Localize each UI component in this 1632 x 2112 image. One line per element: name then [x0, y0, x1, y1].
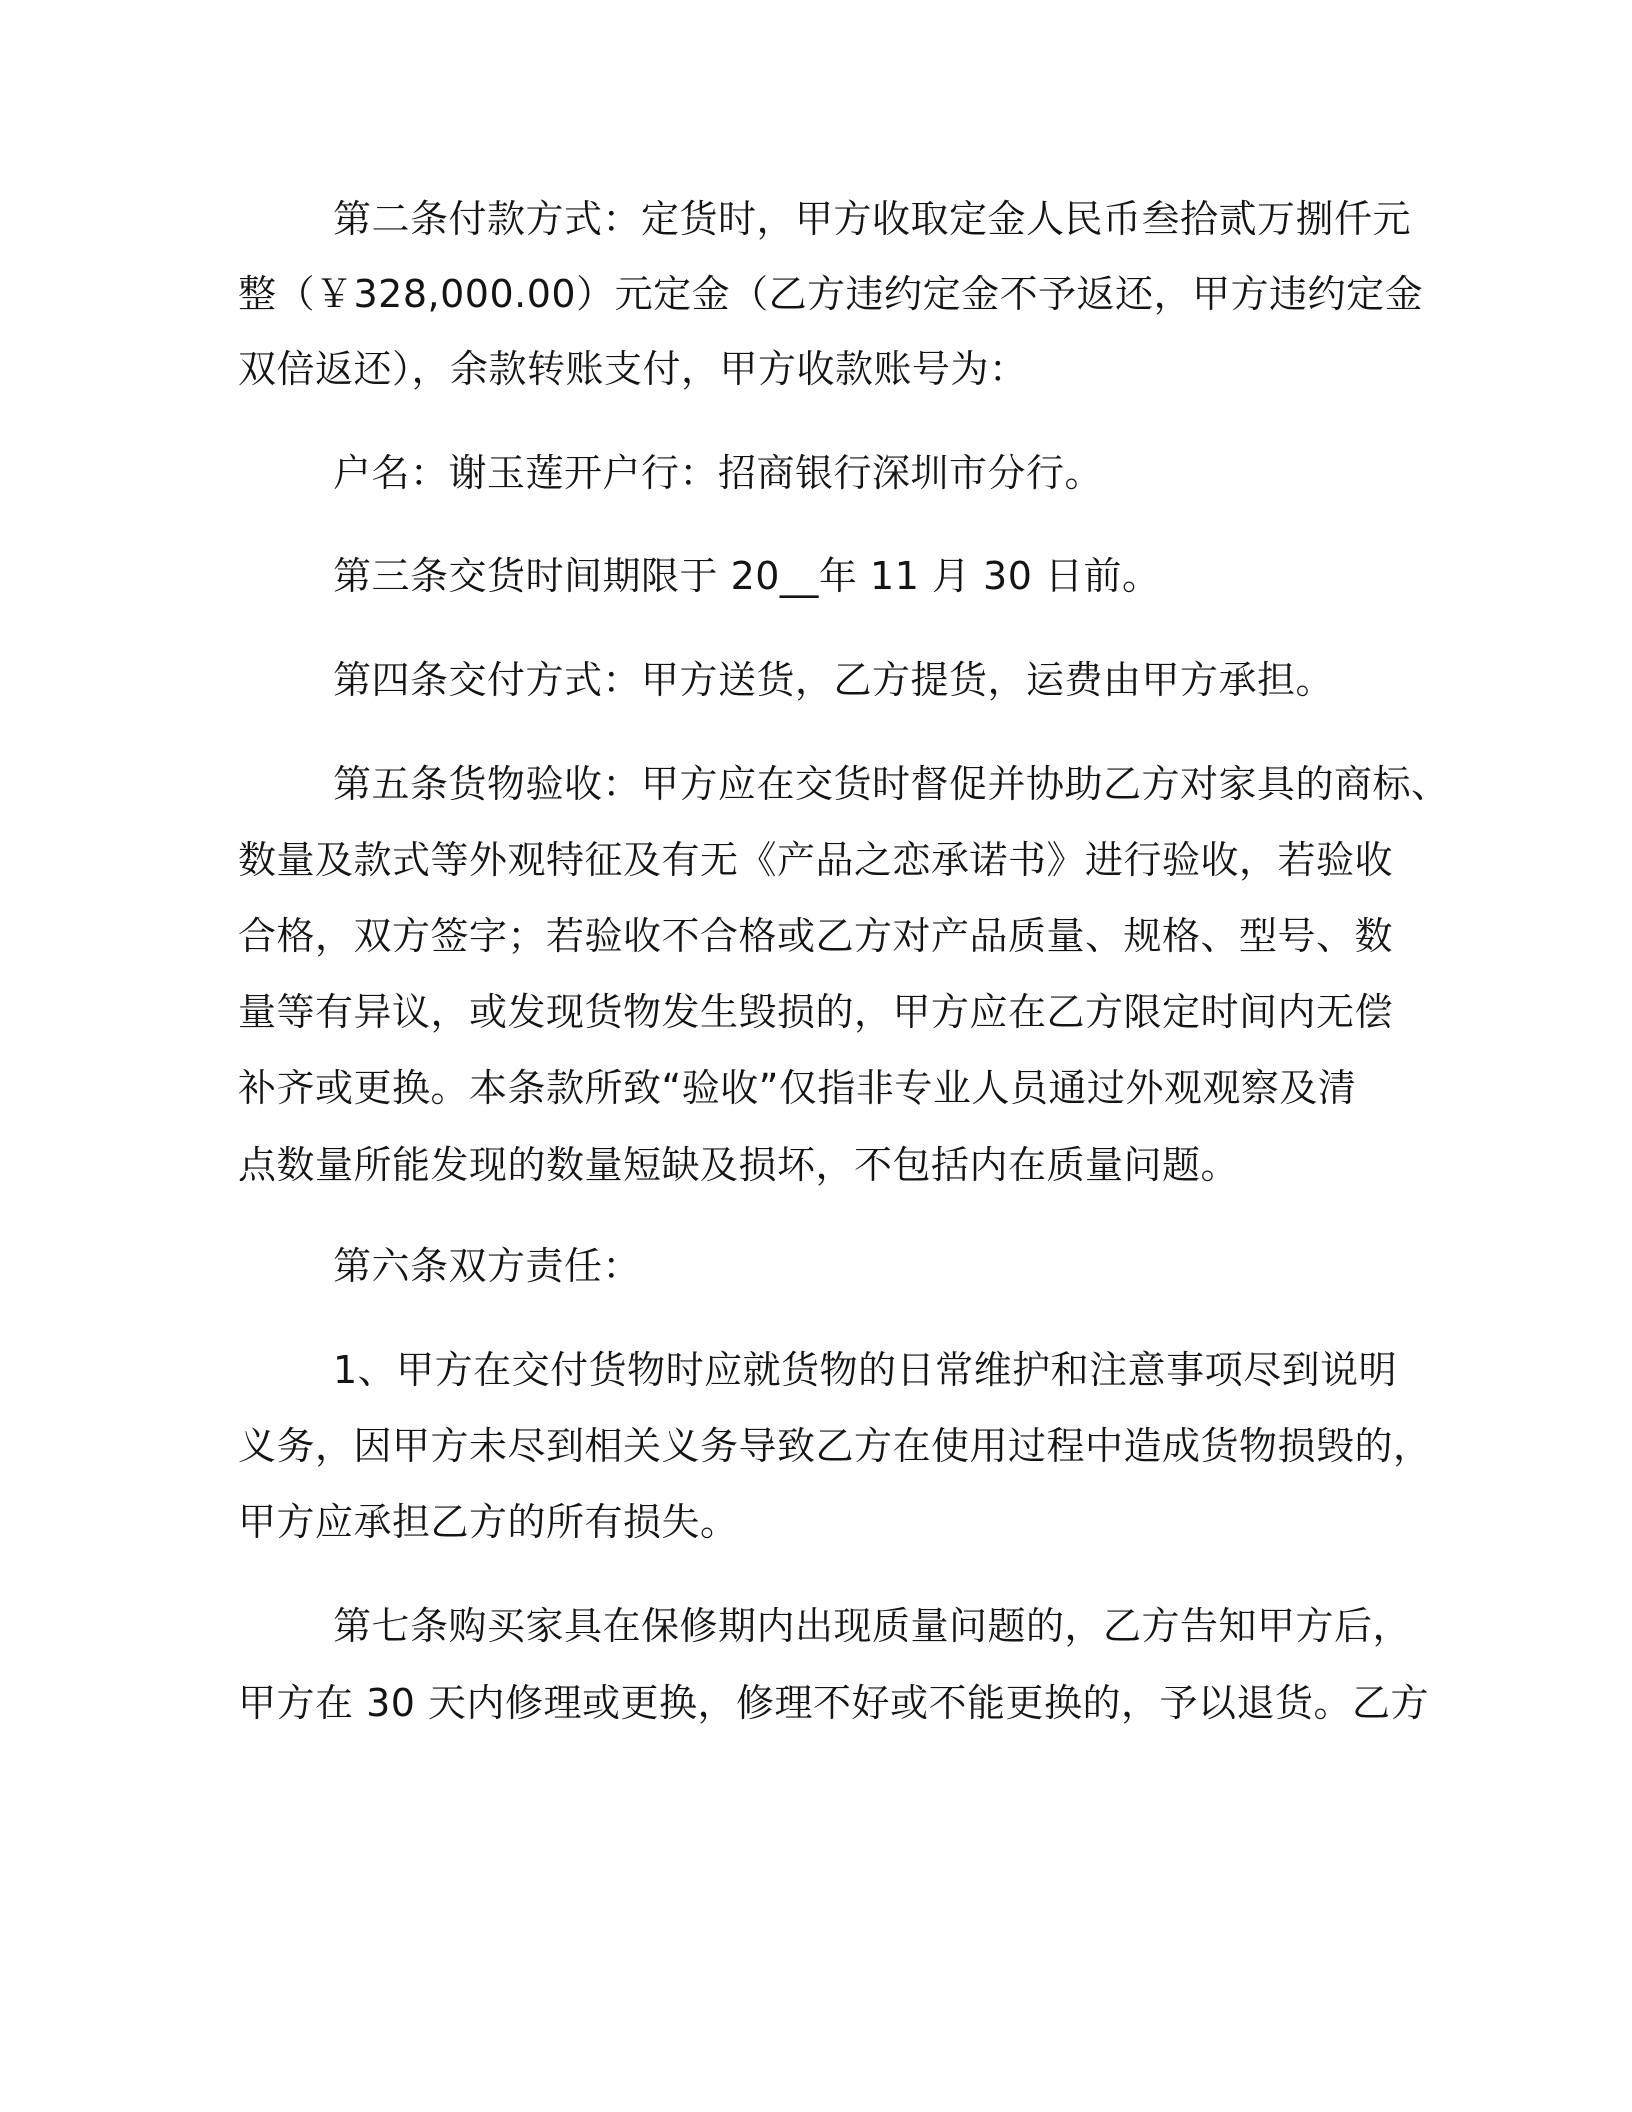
account-info-line: 户名：谢玉莲开户行：招商银行深圳市分行。: [333, 451, 1104, 495]
article-5-line-4: 量等有异议，或发现货物发生毁损的，甲方应在乙方限定时间内无偿: [238, 990, 1394, 1034]
article-5-line-5: 补齐或更换。本条款所致“验收”仅指非专业人员通过外观观察及清: [238, 1066, 1357, 1110]
article-6-item-1-line-2: 义务，因甲方未尽到相关义务导致乙方在使用过程中造成货物损毁的，: [238, 1424, 1432, 1468]
article-3-line-1: 第三条交货时间期限于 20__年 11 月 30 日前。: [333, 554, 1161, 598]
article-2-line-2: 整（￥328,000.00）元定金（乙方违约定金不予返还，甲方违约定金: [238, 272, 1424, 316]
article-5-line-1: 第五条货物验收：甲方应在交货时督促并协助乙方对家具的商标、: [333, 762, 1450, 806]
article-4-line-1: 第四条交付方式：甲方送货，乙方提货，运费由甲方承担。: [333, 658, 1335, 702]
article-5-line-2: 数量及款式等外观特征及有无《产品之恋承诺书》进行验收，若验收: [238, 838, 1394, 882]
article-2-line-1: 第二条付款方式：定货时，甲方收取定金人民币叁拾贰万捌仟元: [333, 197, 1412, 241]
article-5-line-6: 点数量所能发现的数量短缺及损坏，不包括内在质量问题。: [238, 1143, 1240, 1187]
article-2-line-3: 双倍返还），余款转账支付，甲方收款账号为：: [238, 347, 1028, 391]
article-5-line-3: 合格，双方签字；若验收不合格或乙方对产品质量、规格、型号、数: [238, 914, 1394, 958]
article-6-heading: 第六条双方责任：: [333, 1244, 642, 1288]
article-7-line-2: 甲方在 30 天内修理或更换，修理不好或不能更换的，予以退货。乙方: [238, 1681, 1430, 1725]
article-7-line-1: 第七条购买家具在保修期内出现质量问题的，乙方告知甲方后，: [333, 1604, 1412, 1648]
article-6-item-1-line-3: 甲方应承担乙方的所有损失。: [238, 1500, 739, 1544]
article-6-item-1-line-1: 1、甲方在交付货物时应就货物的日常维护和注意事项尽到说明: [333, 1348, 1398, 1392]
